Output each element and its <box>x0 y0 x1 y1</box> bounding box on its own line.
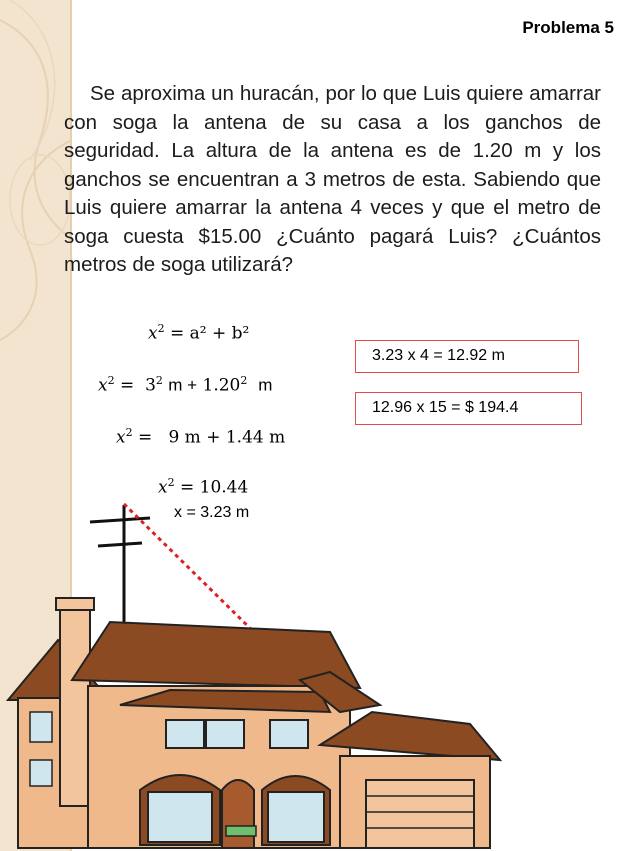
garage-door <box>366 780 474 848</box>
formula-step-3: $x^2 = 9$ m + 1.44 m <box>116 426 286 448</box>
answer-box-meters: 3.23 x 4 = 12.92 m <box>355 340 579 373</box>
answer-box-cost: 12.96 x 15 = $ 194.4 <box>355 392 582 425</box>
problem-title: Problema 5 <box>522 18 614 37</box>
upper-windows <box>166 720 308 748</box>
formula-step-4: $x^2 = 10.44$ <box>158 476 249 498</box>
formula-result: x = 3.23 m <box>174 504 250 521</box>
problem-statement: Se aproxima un huracán, por lo que Luis quiere amarrar con soga la antena de su casa a los ganchos de seguridad. La altura de la antena es de 1.20 m y los ganchos se encuentran a 3 metros de esta. Sabiendo que Luis quiere amarrar la antena 4 veces y que el metro de soga cuesta $15.00 ¿Cuánto pagará Luis? ¿Cuántos metros de soga utilizará? <box>64 82 601 276</box>
rope-line <box>124 504 262 640</box>
formula-step-1: $x^2 = a^2 + b^2$ <box>148 322 250 344</box>
front-door <box>222 780 254 848</box>
house-illustration <box>0 490 638 851</box>
formula-step-2: $x^2 = 3^2$ m + 1.20$^2$ m <box>98 374 273 396</box>
